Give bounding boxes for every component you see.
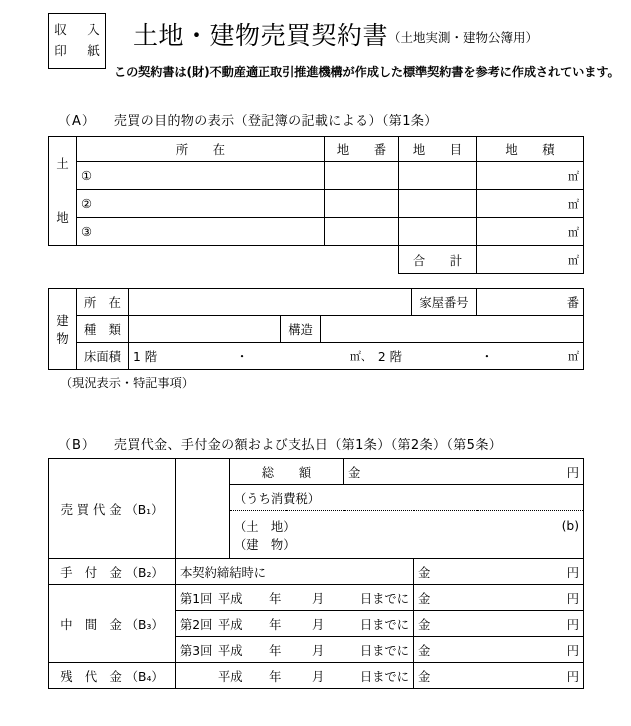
land-total-spacer-3 bbox=[325, 246, 399, 274]
balance-en: 円 bbox=[566, 669, 580, 684]
land-col-chiban: 地 番 bbox=[325, 137, 399, 162]
building-shozai-value[interactable] bbox=[129, 289, 412, 316]
section-b-tag: （B） bbox=[58, 438, 96, 453]
price-row-total bbox=[49, 459, 584, 485]
land-row-3 bbox=[49, 218, 584, 246]
land-total-label: 合 計 bbox=[399, 246, 477, 274]
section-b-heading bbox=[58, 434, 502, 453]
page-title bbox=[133, 20, 538, 51]
interim-3-amount[interactable] bbox=[414, 637, 584, 663]
land-total-spacer-2 bbox=[77, 246, 325, 274]
interim-1-year: 年 bbox=[269, 591, 282, 606]
stamp-line-1: 収 入 bbox=[54, 22, 104, 38]
building-row-menseki bbox=[49, 343, 584, 370]
building-kozo-value[interactable] bbox=[321, 316, 584, 343]
building-menseki-label: 床面積 bbox=[77, 343, 129, 370]
interim-3-until: 日までに bbox=[359, 643, 410, 658]
interim-3-kin: 金 bbox=[418, 643, 431, 658]
price-sogaku-label: 総 額 bbox=[230, 459, 344, 485]
balance-row bbox=[49, 663, 584, 689]
building-side-label-bottom: 物 bbox=[56, 332, 69, 346]
land-row-1-chiseki[interactable] bbox=[477, 162, 584, 190]
interim-3-date[interactable] bbox=[176, 637, 414, 663]
building-kaoku-bango-value[interactable] bbox=[477, 289, 584, 316]
deposit-label: 手 付 金 bbox=[60, 565, 122, 580]
interim-3-kai: 第3回 bbox=[180, 643, 213, 658]
interim-1-date[interactable] bbox=[176, 585, 414, 611]
price-payment-table bbox=[48, 458, 584, 689]
building-floor2-label: 2 階 bbox=[377, 350, 402, 364]
land-total-unit: ㎡ bbox=[568, 253, 579, 267]
price-sogaku-value[interactable] bbox=[344, 459, 584, 485]
interim-2-en: 円 bbox=[566, 617, 580, 632]
building-side-label bbox=[49, 289, 77, 370]
land-total-row bbox=[49, 246, 584, 274]
balance-month: 月 bbox=[311, 669, 325, 684]
land-row-3-chiseki[interactable] bbox=[477, 218, 584, 246]
interim-label-sub: （B₃） bbox=[125, 617, 164, 632]
price-label: 売 買 代 金 bbox=[60, 502, 122, 517]
land-table bbox=[48, 136, 584, 274]
interim-2-kin: 金 bbox=[418, 617, 431, 632]
interim-1-kin: 金 bbox=[418, 591, 431, 606]
stamp-line-2: 印 紙 bbox=[54, 43, 104, 58]
deposit-timing[interactable]: 本契約締結時に bbox=[176, 559, 414, 585]
balance-label-sub: （B₄） bbox=[125, 669, 164, 684]
building-floor1-dot: ・ bbox=[235, 350, 249, 364]
land-side-label-top: 土 bbox=[49, 137, 77, 190]
land-row-3-unit: ㎡ bbox=[568, 225, 579, 239]
interim-1-era: 平成 bbox=[217, 591, 243, 606]
deposit-row bbox=[49, 559, 584, 585]
balance-label-cell bbox=[49, 663, 176, 689]
land-row-1-chiban[interactable] bbox=[325, 162, 399, 190]
building-row-shozai bbox=[49, 289, 584, 316]
balance-era: 平成 bbox=[217, 669, 243, 684]
balance-year: 年 bbox=[269, 669, 282, 684]
interim-3-month: 月 bbox=[311, 643, 325, 658]
building-floor2-dot: ・ bbox=[480, 350, 494, 364]
revenue-stamp-box bbox=[48, 13, 106, 69]
interim-2-until: 日までに bbox=[359, 617, 410, 632]
price-land-label: （土 地） bbox=[234, 519, 296, 534]
price-building-label: （建 物） bbox=[234, 537, 296, 552]
building-kaoku-bango-label: 家屋番号 bbox=[412, 289, 477, 316]
land-row-2-chimoku[interactable] bbox=[399, 190, 477, 218]
deposit-kin: 金 bbox=[418, 565, 431, 580]
document-header bbox=[0, 0, 631, 100]
building-shurui-label: 種 類 bbox=[77, 316, 129, 343]
land-row-1-chimoku[interactable] bbox=[399, 162, 477, 190]
land-side-label-bottom: 地 bbox=[49, 190, 77, 246]
deposit-label-cell bbox=[49, 559, 176, 585]
price-blank-cell[interactable] bbox=[176, 459, 230, 559]
building-condition-note: （現況表示・特記事項） bbox=[60, 376, 195, 390]
interim-3-era: 平成 bbox=[217, 643, 243, 658]
price-consumption-tax[interactable]: （うち消費税） bbox=[230, 485, 584, 511]
price-sogaku-en: 円 bbox=[566, 465, 580, 480]
interim-2-year: 年 bbox=[269, 617, 282, 632]
land-row-3-no: ③ bbox=[81, 224, 93, 239]
document-title-suffix: （土地実測・建物公簿用） bbox=[388, 30, 539, 45]
balance-until: 日までに bbox=[359, 669, 410, 684]
section-a-tag: （A） bbox=[58, 114, 96, 129]
section-a-heading bbox=[58, 110, 438, 129]
price-breakdown-cell[interactable] bbox=[230, 511, 584, 559]
price-land-mark: (b) bbox=[561, 518, 580, 533]
document-source-note: この契約書は(財)不動産適正取引推進機構が作成した標準契約書を参考に作成されています。 bbox=[114, 65, 620, 79]
interim-3-year: 年 bbox=[269, 643, 282, 658]
building-shozai-label: 所 在 bbox=[77, 289, 129, 316]
interim-1-month: 月 bbox=[311, 591, 325, 606]
price-label-cell bbox=[49, 459, 176, 559]
land-col-chimoku: 地 目 bbox=[399, 137, 477, 162]
building-floor1-unit: ㎡、 bbox=[349, 350, 372, 363]
land-row-1-no: ① bbox=[81, 168, 93, 183]
price-sogaku-kin: 金 bbox=[348, 465, 361, 480]
interim-1-amount[interactable] bbox=[414, 585, 584, 611]
land-row-2-chiseki[interactable] bbox=[477, 190, 584, 218]
building-table bbox=[48, 288, 584, 370]
land-col-shozai: 所 在 bbox=[77, 137, 325, 162]
interim-2-month: 月 bbox=[311, 617, 325, 632]
land-row-2 bbox=[49, 190, 584, 218]
interim-2-kai: 第2回 bbox=[180, 617, 213, 632]
interim-1-kai: 第1回 bbox=[180, 591, 213, 606]
interim-1-until: 日までに bbox=[359, 591, 410, 606]
interim-row-1 bbox=[49, 585, 584, 611]
building-side-label-top: 建 bbox=[56, 314, 69, 328]
deposit-amount[interactable] bbox=[414, 559, 584, 585]
interim-2-amount[interactable] bbox=[414, 611, 584, 637]
interim-label-cell bbox=[49, 585, 176, 663]
balance-label: 残 代 金 bbox=[60, 669, 122, 684]
land-row-1 bbox=[49, 162, 584, 190]
land-col-chiseki: 地 積 bbox=[477, 137, 584, 162]
balance-kin: 金 bbox=[418, 669, 431, 684]
document-title-main: 土地・建物売買契約書 bbox=[133, 21, 389, 50]
building-row-shurui bbox=[49, 316, 584, 343]
building-shurui-value[interactable] bbox=[129, 316, 281, 343]
balance-amount[interactable] bbox=[414, 663, 584, 689]
land-row-2-no: ② bbox=[81, 196, 93, 211]
land-table-header-row bbox=[49, 137, 584, 162]
interim-2-date[interactable] bbox=[176, 611, 414, 637]
land-row-1-unit: ㎡ bbox=[568, 169, 579, 183]
land-row-3-chimoku[interactable] bbox=[399, 218, 477, 246]
balance-date[interactable] bbox=[176, 663, 414, 689]
building-kozo-label: 構造 bbox=[281, 316, 321, 343]
section-b-title: 売買代金、手付金の額および支払日（第1条）（第2条）（第5条） bbox=[113, 438, 503, 453]
interim-1-en: 円 bbox=[566, 591, 580, 606]
deposit-label-sub: （B₂） bbox=[125, 565, 164, 580]
building-menseki-value[interactable] bbox=[129, 343, 584, 370]
land-row-2-chiban[interactable] bbox=[325, 190, 399, 218]
land-row-2-unit: ㎡ bbox=[568, 197, 579, 211]
interim-3-en: 円 bbox=[566, 643, 580, 658]
building-floor1-label: 1 階 bbox=[133, 350, 158, 364]
building-kaoku-bango-unit: 番 bbox=[566, 296, 579, 310]
section-a-title: 売買の目的物の表示（登記簿の記載による）（第1条） bbox=[113, 114, 438, 129]
interim-2-era: 平成 bbox=[217, 617, 243, 632]
building-floor2-unit: ㎡ bbox=[567, 350, 579, 363]
deposit-en: 円 bbox=[566, 565, 580, 580]
interim-label: 中 間 金 bbox=[60, 617, 122, 632]
land-total-spacer-1 bbox=[49, 246, 77, 274]
land-row-3-chiban[interactable] bbox=[325, 218, 399, 246]
land-total-value[interactable] bbox=[477, 246, 584, 274]
land-row-2-shozai[interactable] bbox=[77, 190, 325, 218]
land-row-1-shozai[interactable] bbox=[77, 162, 325, 190]
price-label-sub: （B₁） bbox=[125, 502, 164, 517]
land-row-3-shozai[interactable] bbox=[77, 218, 325, 246]
